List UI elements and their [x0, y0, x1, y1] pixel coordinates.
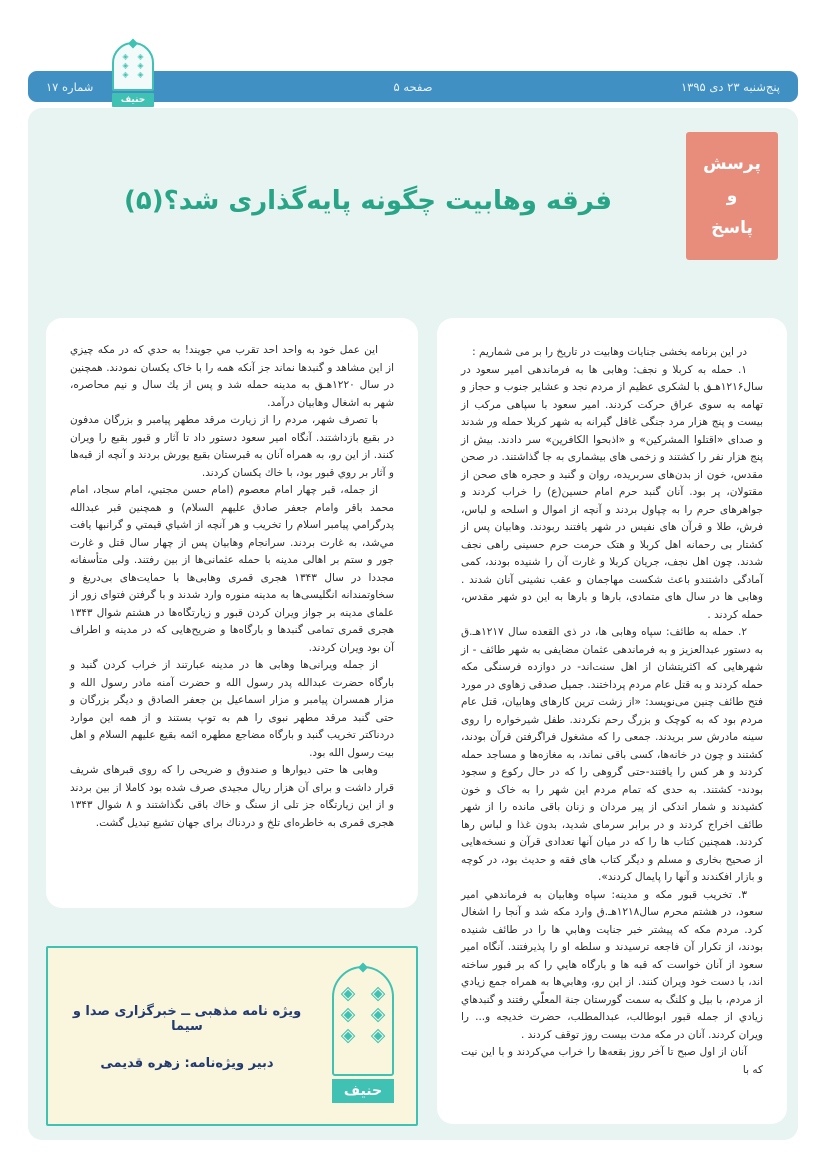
paragraph: ۳. تخریب قبور مکه و مدینه: سپاه وهابیان به فرماندهي امیر سعود، در هشتم محرم سال۱۲۱۸هـ.ق وارد مکه شد و آنجا را اشغال کرد. مردم مکه که پیشتر خبر جنایت وهابي ها را در طائف شنیده بودند، از تکرار آن فاجعه ترسیدند و سلطه او را پذیرفتند. آنگاه امیر سعود از آنان خواست که قبه ها و بارگاه هایي را که بر قبور ساخته اند، با دست خود ویران کنند. از این رو، وهابي‌ها به همراه جمع زیادي از مردم، با بیل و کلنگ به سمت گورستان جنة المعلّي رفتند و گنبدهاي زیادي از جمله قبور ابوطالب، عبدالمطلب، حضرت خدیجه و... را ویران کردند. آنان در مکه مدت بیست روز توقف کردند .: [461, 888, 763, 1041]
article-title: فرقه وهابیت چگونه پایه‌گذاری شد؟(۵): [124, 186, 612, 216]
hanif-logo-footer: [332, 966, 394, 1106]
article-column-left: [46, 318, 418, 908]
diamond-ornament-icon: ◈: [370, 1003, 386, 1025]
diamond-ornament-icon: ◈: [340, 982, 356, 1004]
paragraph: این عمل خود به واحد احد تقرب مي جویند! به حدي که در مکه چیزي از این مشاهد و گنبدها نماند جز آنکه همه را با خاک یکسان نمودند. همچنین در سال ۱۲۲۰هـق به مدینه حمله شد و پس از یك سال و نیم محاصره، شهر به اشغال وهابیان درآمد.: [70, 344, 394, 409]
footer-credit-box: [46, 946, 418, 1126]
paragraph: ۱. حمله به کربلا و نجف: وهابی ها به فرماندهی امیر سعود در سال۱۲۱۶هـق با لشکری عظیم از مردم نجد و عشایر جنوب و حجاز و تهامه به سوی عراق حرکت کردند. امیر سعود با سپاهی مرکب از بیست و پنج هزار مرد جنگی غافل گیرانه به شهر کربلا حمله ور شدند و صدای «اقتلوا المشرکین» و «اذبحوا الکافرین» سر دادند. بیش از پنج هزار نفر را کشتند و زخمی های بیشماری به جا گذاشتند. در صحن مقدس، خون از بدن‌های سربریده، روان و گنبد و حجره های صحن از مقتولان، پر بود. آنان گنبد حرم امام حسین(ع) را خراب کردند و جواهرهای حرم را به چپاول بردند و آنچه از اموال و اسلحه و لباس، فرش، طلا و قرآن های نفیس در شهر یافتند ربودند. وهابیان پس از کشتار بی رحمانه اهل کربلا و هتک حرمت حرم حسینی راهی نجف شدند. چون اهل نجف، جریان کربلا و غارت آن را شنیده بودند، کمی آمادگی داشتندو باعث شکست مهاجمان و عقب نشینی آنان شدند . وهابی ها در سال های متمادی، بارها و بارها به این دو شهر مقدس، حمله کردند .: [461, 363, 763, 621]
qa-badge-word: پاسخ: [711, 218, 753, 238]
paragraph: با تصرف شهر، مردم را از زیارت مرقد مطهر پیامبر و بزرگان مدفون در بقیع بازداشتند. آنگاه امیر سعود دستور داد تا آثار و قبور بقیع را ویران کنند. از این رو، به همراه آنان به قبرستان بقیع یورش بردند و آنچه از قبه‌ها و آثار بر روي قبور بود، با خاك یکسان کردند.: [70, 414, 394, 479]
logo-wordmark: حنیف: [112, 93, 154, 107]
diamond-ornament-icon: ◈: [122, 61, 129, 70]
paragraph: آنان از اول صبح تا آخر روز بقعه‌ها را خراب مي‌کردند و با این نیت که با: [461, 1046, 763, 1076]
diamond-ornament-icon: ◈: [340, 1003, 356, 1025]
qa-badge: [686, 132, 778, 260]
logo-wordmark: حنیف: [332, 1079, 394, 1103]
header-page-number: صفحه ۵: [393, 79, 433, 94]
diamond-ornament-icon: ◈: [122, 52, 129, 61]
diamond-ornament-icon: ◈: [137, 61, 144, 70]
qa-badge-word: پرسش: [703, 154, 761, 174]
paragraph: ۲. حمله به طائف: سپاه وهابی ها، در ذی القعده سال ۱۲۱۷هـ.ق به دستور عبدالعزیز و به فرماندهی عثمان مضایفی به شهر طائف - از شهرهایی که اکثریتشان از اهل سنت‌اند- در دوازده فرسنگی مکه حمله کردند و به قتل عام مردم پرداختند. جمیل صدقی زهاوی در مورد فتح طائف چنین می‌نویسد: «از زشت ترین کارهای وهابیان، قتل عام مردم بود که به کوچک و بزرگ رحم نکردند. طفل شیرخواره را روی سینه مادرش سر بریدند. جمعی را که مشغول فراگرفتن قرآن بودند، کشتند و چون در خانه‌ها، کسی باقی نماند، به مغازه‌ها و مساجد حمله کردند و هر کس را یافتند-حتی گروهی را که در حال رکوع و سجود بودند- کشتند. به حدی که تمام مردم این شهر را به خاک و خون کشیدند و شمار اندکی از پیر مردان و زنان باقی مانده را از شهر طائف اخراج کردند و در برابر سرمای شدید، بدون غذا و لباس رها کردند. همچنین کتاب ها را که در میان آنها تعدادی قرآن و نسخه‌هایی از صحیح بخاری و مسلم و دیگر کتاب های فقه و حدیث بود، در کوچه و بازار افکندند و آنها را پایمال کردند».: [461, 626, 763, 883]
paragraph: وهابی ها حتی دیوارها و صندوق و ضریحی را که روی قبرهای شریف قرار داشت و برای آن هزار ریال مجیدی صرف شده بود کاملا از بین بردند و از این زیارتگاه جز تلی از سنگ و خاك باقی نگذاشتند و ۸ شوال ۱۳۴۳ هجری قمری به خاطره‌ای تلخ و دردناك برای جهان تشیع تبدیل گشت.: [70, 764, 394, 829]
paragraph: در این برنامه بخشی جنایات وهابیت در تاریخ را بر می شماریم :: [472, 346, 747, 358]
hanif-logo-top: [112, 42, 154, 109]
header-issue-number: شماره ۱۷: [46, 79, 94, 94]
diamond-ornament-icon: ◈: [137, 70, 144, 79]
footer-publication-line: ویژه نامه مذهبی ــ خبرگزاری صدا و سیما: [72, 1004, 302, 1034]
mosque-arch-icon: [332, 966, 394, 1076]
diamond-ornament-icon: ◈: [370, 982, 386, 1004]
content-panel: [28, 108, 798, 1140]
article-column-right: [437, 318, 787, 1124]
diamond-ornament-icon: ◈: [122, 70, 129, 79]
paragraph: از جمله، قبر چهار امام معصوم (امام حسن مجتبي، امام سجاد، امام محمد باقر وامام جعفر صادق علیهم السلام) و همچنین قبر عبدالله پدرگرامي پیامبر اسلام را تخریب و هر آنچه از اشیاي قیمتي و گرانبها یافت مي‌شد، به غارت بردند. سرانجام وهابیان پس از چهار سال قتل و غارت جور و ستم بر اهالی مدینه با حمله عثمانی‌ها از بین رفتند. ولی متأسفانه مجددا در سال ۱۳۴۳ هجری قمری وهابی‌ها با حمایت‌های بی‌دریغ و سخاوتمندانه انگلیسی‌ها به مدینه منوره وارد شدند و با گرفتن فتوای زور از علمای مدینه بر جواز ویران کردن قبور و زیارتگاه‌ها در هشتم شوال ۱۳۴۳ هجری قمری تمامی گنبدها و بارگاه‌ها و ضریح‌هایی که در مدینه و اطراف آن بود ویران کردند.: [70, 484, 394, 654]
diamond-ornament-icon: ◈: [137, 52, 144, 61]
diamond-ornament-icon: ◈: [370, 1024, 386, 1046]
diamond-ornament-icon: ◈: [340, 1024, 356, 1046]
qa-badge-word: و: [726, 186, 738, 206]
mosque-arch-icon: [112, 42, 154, 91]
header-date: پنج‌شنبه ۲۳ دی ۱۳۹۵: [680, 79, 780, 94]
paragraph: از جمله ویرانی‌ها وهابی ها در مدینه عبارتند از خراب کردن گنبد و بارگاه حضرت عبدالله پدر رسول الله و حضرت آمنه مادر رسول الله و مزار همسران پیامبر و مزار اسماعیل بن جعفر الصادق و دیگر بزرگان و حتی گنبد مرقد مطهر نبوی را هم به توپ بستند و از همه این موارد دردناکتر تخریب گنبد و بارگاه مضاجع مطهره ائمه بقیع علیهم السلام و اهل بیت رسول الله بود.: [70, 659, 394, 759]
footer-editor-line: دبیر ویژه‌نامه: زهره قدیمی: [100, 1056, 274, 1071]
